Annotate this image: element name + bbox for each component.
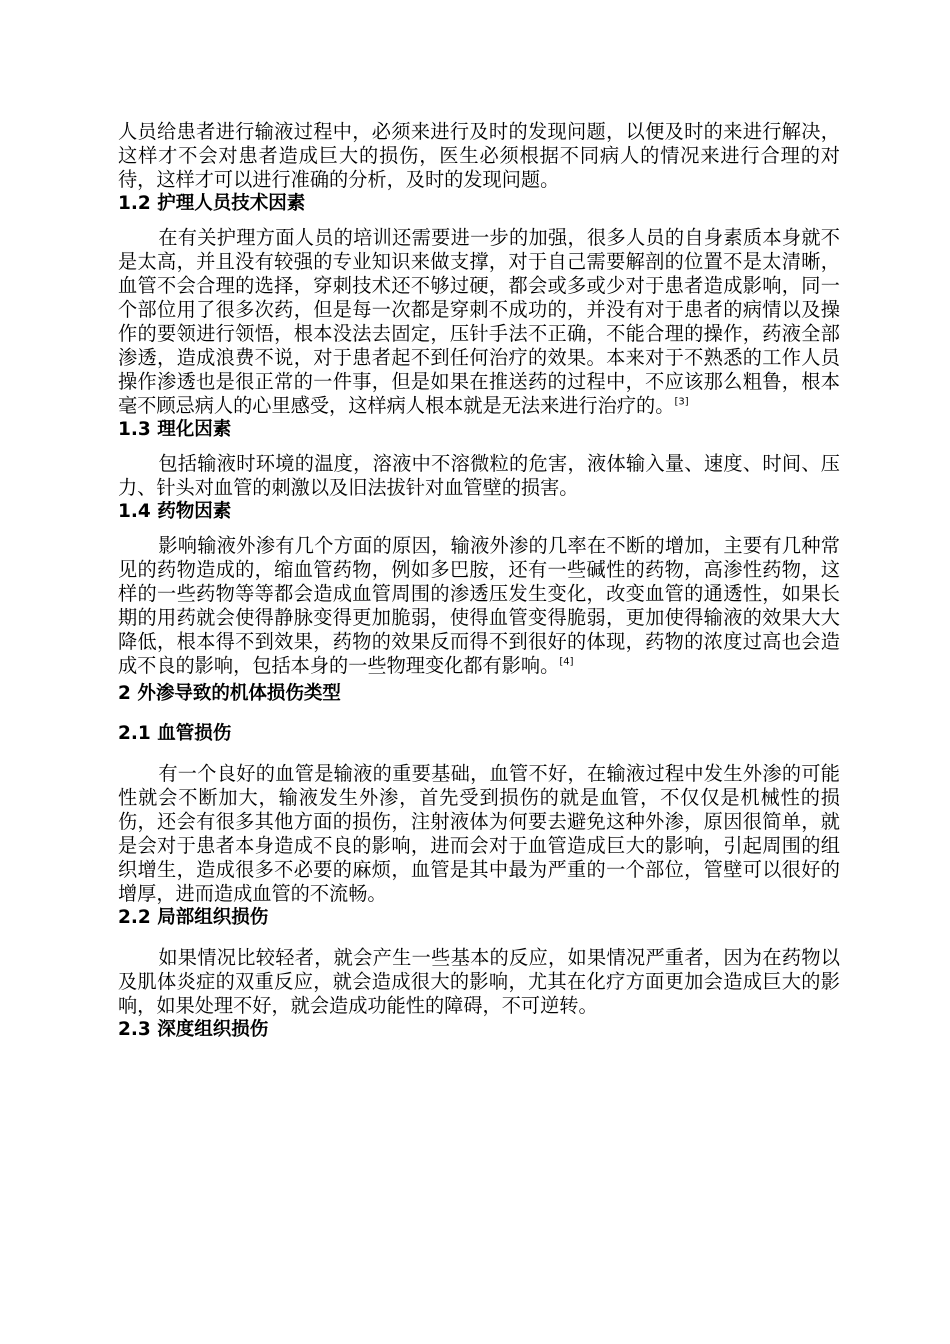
citation-3: [3]: [674, 396, 689, 408]
citation-4: [4]: [559, 656, 574, 668]
section-heading-1-4: 1.4 药物因素: [118, 501, 232, 522]
section-heading-2: 2 外渗导致的机体损伤类型: [118, 683, 341, 704]
document-page: [118, 120, 840, 1042]
section-heading-1-2: 1.2 护理人员技术因素: [118, 193, 306, 214]
section-2-2-paragraph: 如果情况比较轻者，就会产生一些基本的反应，如果情况严重者，因为在药物以及肌体炎症的双重反应，就会造成很大的影响，尤其在化疗方面更加会造成巨大的影响，如果处理不好，就会造成功能性的障碍，不可逆转。: [118, 946, 840, 1017]
section-1-2-paragraph: [118, 226, 840, 418]
section-2-1-paragraph: 有一个良好的血管是输液的重要基础，血管不好，在输液过程中发生外渗的可能性就会不断加大，输液发生外渗，首先受到损伤的就是血管，不仅仅是机械性的损伤，还会有很多其他方面的损伤，注射液体为何要去避免这种外渗，原因很简单，就是会对于患者本身造成不良的影响，进而会对于血管造成巨大的影响，引起周围的组织增生，造成很多不必要的麻烦，血管是其中最为严重的一个部位，管壁可以很好的增厚，进而造成血管的不流畅。: [118, 762, 840, 905]
section-heading-2-3: 2.3 深度组织损伤: [118, 1019, 269, 1040]
section-1-2-text: 在有关护理方面人员的培训还需要进一步的加强，很多人员的自身素质本身就不是太高，并且没有较强的专业知识来做支撑，对于自己需要解剖的位置不是太清晰，血管不会合理的选择，穿刺技术还不够过硬，都会或多或少对于患者造成影响，同一个部位用了很多次药，但是每一次都是穿刺不成功的，并没有对于患者的病情以及操作的要领进行领悟，根本没法去固定，压针手法不正确，不能合理的操作，药液全部渗透，造成浪费不说，对于患者起不到任何治疗的效果。本来对于不熟悉的工作人员操作渗透也是很正常的一件事，但是如果在推送药的过程中，不应该那么粗鲁，根本毫不顾忌病人的心里感受，这样病人根本就是无法来进行治疗的。: [118, 226, 840, 417]
intro-paragraph: 人员给患者进行输液过程中，必须来进行及时的发现问题，以便及时的来进行解决，这样才不会对患者造成巨大的损伤，医生必须根据不同病人的情况来进行合理的对待，这样才可以进行准确的分析，及时的发现问题。: [118, 120, 840, 191]
section-1-4-text: 影响输液外渗有几个方面的原因，输液外渗的几率在不断的增加，主要有几种常见的药物造成的，缩血管药物，例如多巴胺，还有一些碱性的药物，高渗性药物，这样的一些药物等等都会造成血管周围的渗透压发生变化，改变血管的通透性，如果长期的用药就会使得静脉变得更加脆弱，使得血管变得脆弱，更加使得输液的效果大大降低，根本得不到效果，药物的效果反而得不到很好的体现，药物的浓度过高也会造成不良的影响，包括本身的一些物理变化都有影响。: [118, 534, 840, 677]
section-1-3-paragraph: 包括输液时环境的温度，溶液中不溶微粒的危害，液体输入量、速度、时间、压力、针头对血管的刺激以及旧法拔针对血管壁的损害。: [118, 452, 840, 499]
section-heading-2-1: 2.1 血管损伤: [118, 723, 232, 744]
section-heading-2-2: 2.2 局部组织损伤: [118, 907, 269, 928]
section-1-4-paragraph: [118, 534, 840, 678]
section-heading-1-3: 1.3 理化因素: [118, 419, 232, 440]
